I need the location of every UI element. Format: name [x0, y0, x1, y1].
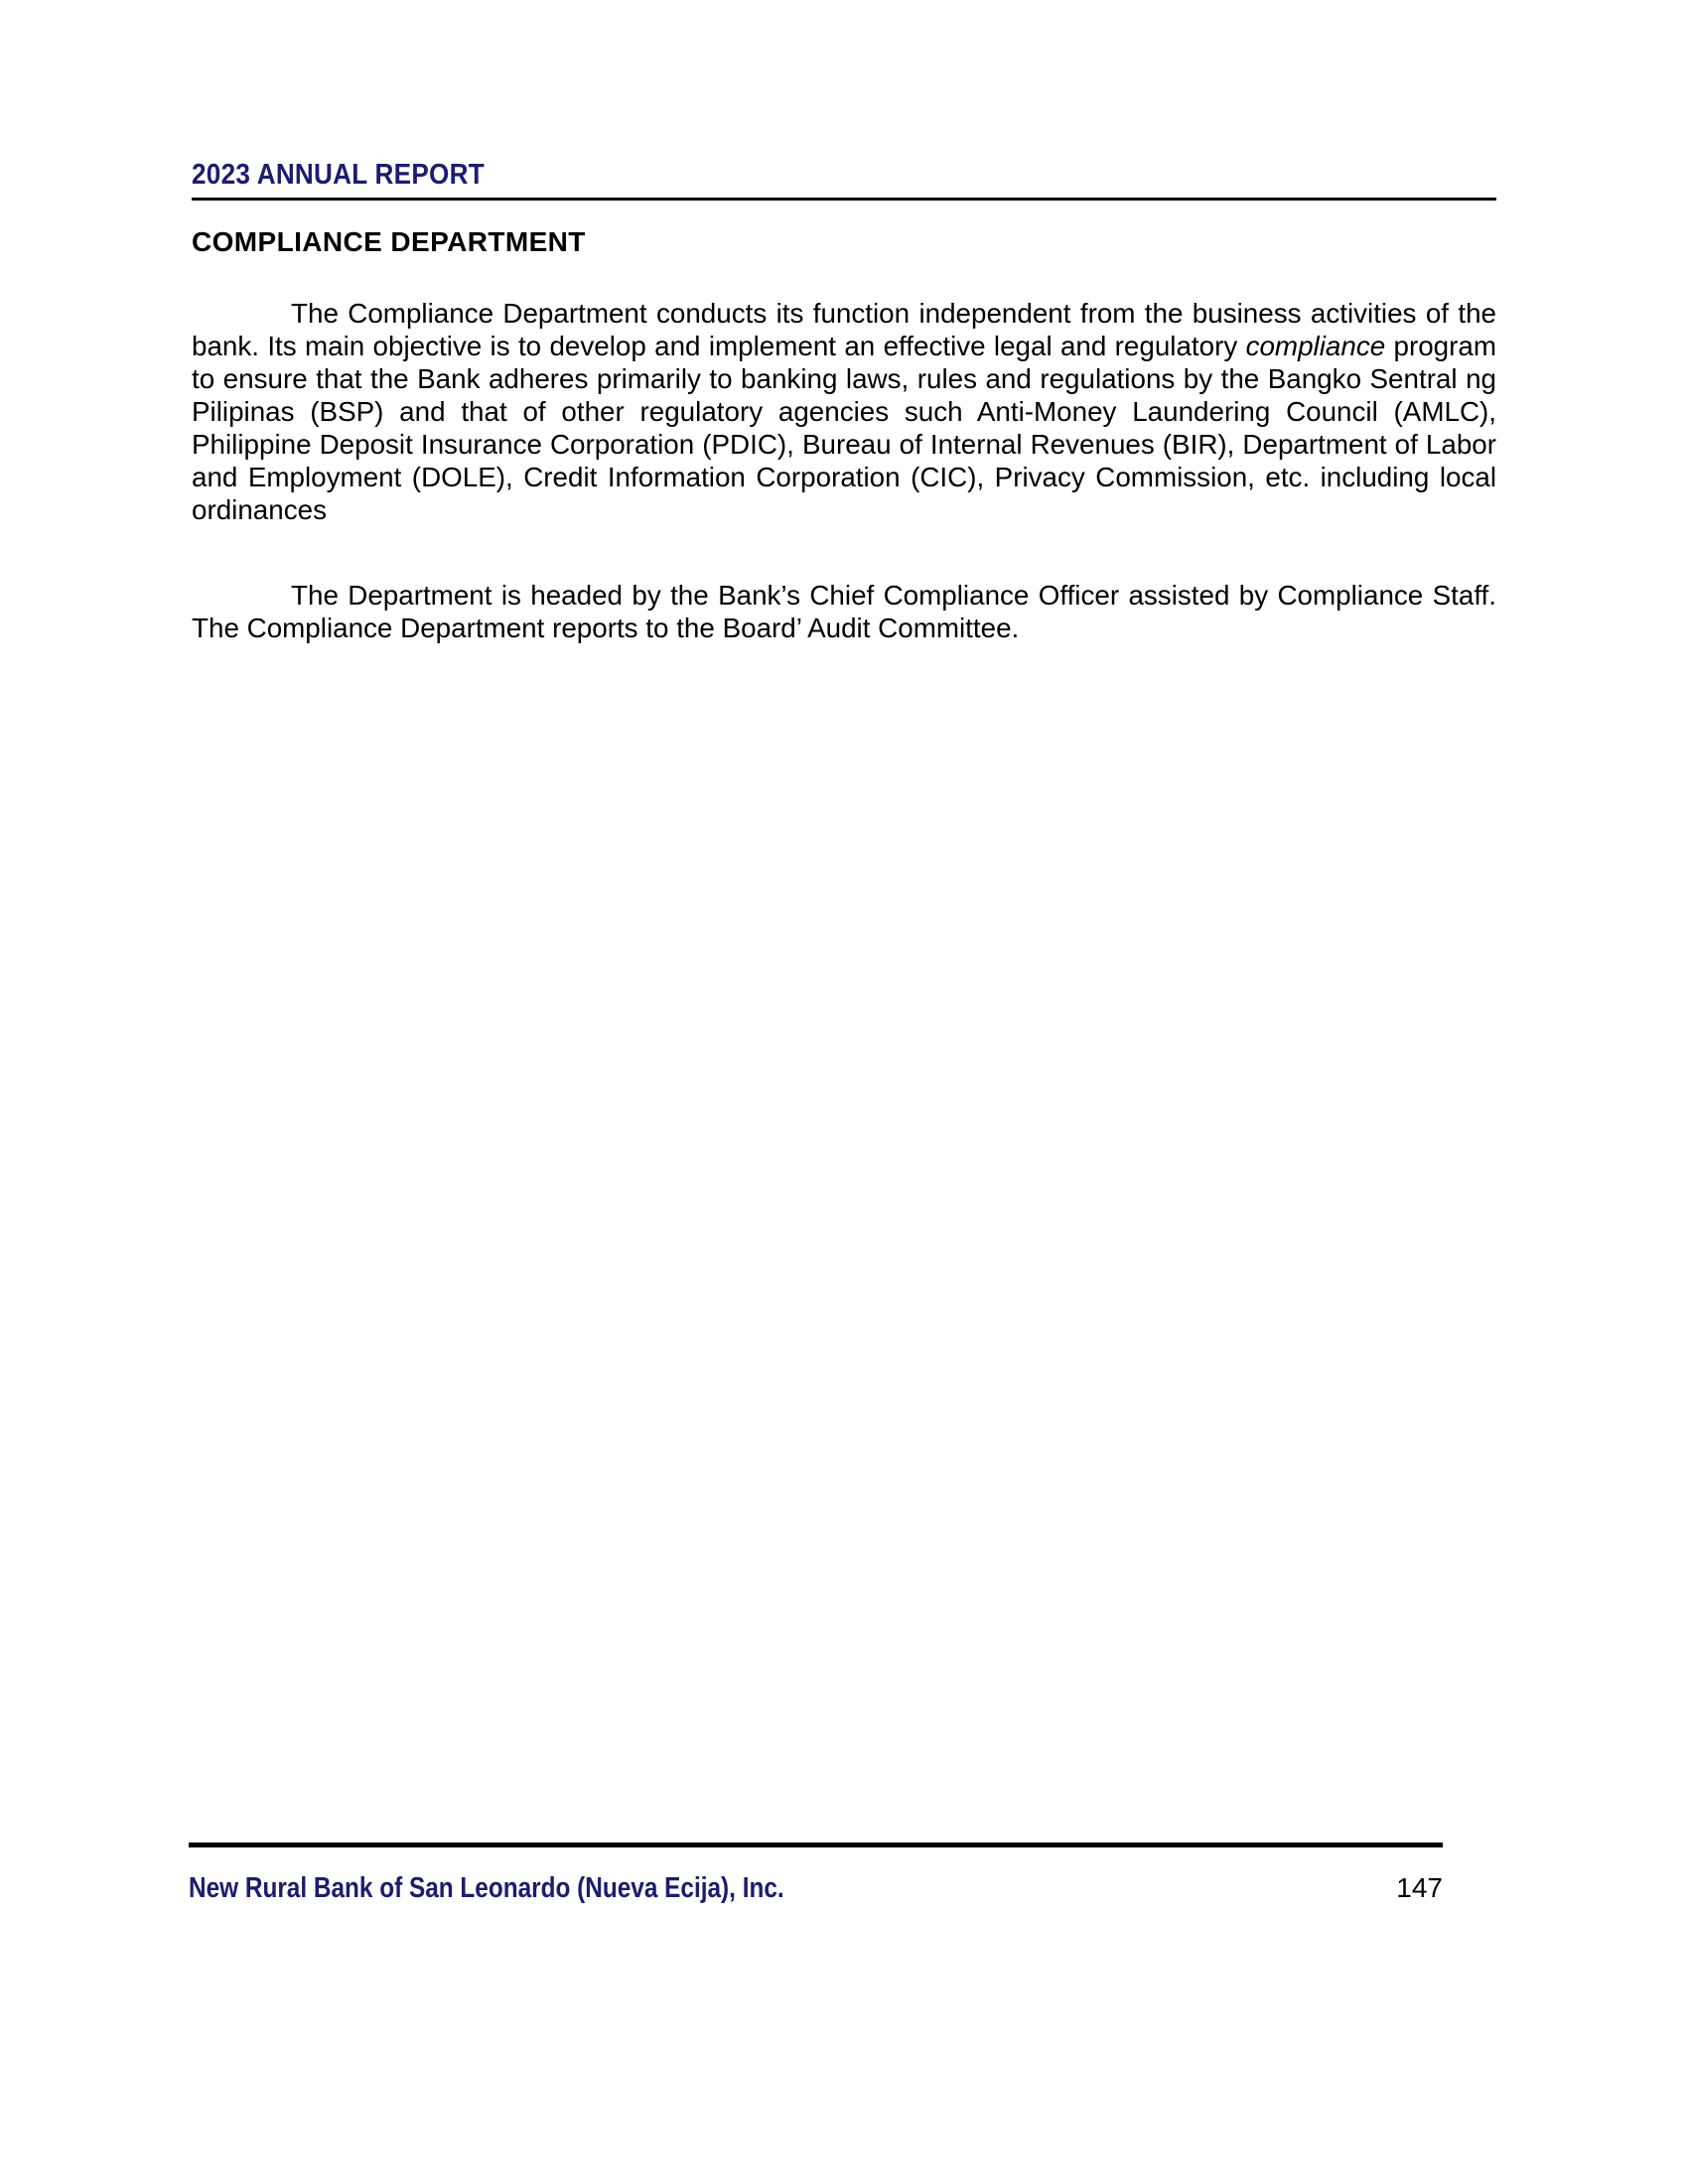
p1-text-after-italic: program to ensure that the Bank adheres primarily to banking laws, rules and regulations by the Bangko Sentral ng Pilipinas (BSP) and that of other regulatory agencies such Anti-Money Laundering Council (AMLC), Philippine Deposit Insurance Corporation (PDIC), Bureau of Internal Revenues (BIR), Department of Labor and Employment (DOLE), Credit Information Corporation (CIC), Privacy Commission, etc. including local ordinances — [192, 331, 1497, 525]
header-rule — [192, 198, 1496, 201]
paragraph-compliance-overview — [192, 297, 1496, 526]
p1-italic-word: compliance — [1245, 331, 1386, 361]
page-header-title: 2023 ANNUAL REPORT — [192, 159, 485, 191]
footer-page-number: 147 — [1396, 1872, 1443, 1903]
section-heading: COMPLIANCE DEPARTMENT — [192, 226, 586, 257]
footer-bank-name: New Rural Bank of San Leonardo (Nueva Ecija), Inc. — [189, 1872, 784, 1904]
paragraph-department-head: The Department is headed by the Bank’s Chief Compliance Officer assisted by Compliance Staff. The Compliance Department reports to the Board’ Audit Committee. — [192, 580, 1496, 643]
footer-rule — [189, 1843, 1443, 1847]
p1-text-before-italic: The Compliance Department conducts its function independent from the business activities of the bank. Its main objective is to develop and implement an effective legal and regulatory — [192, 298, 1496, 361]
page-footer — [189, 1872, 1443, 1905]
